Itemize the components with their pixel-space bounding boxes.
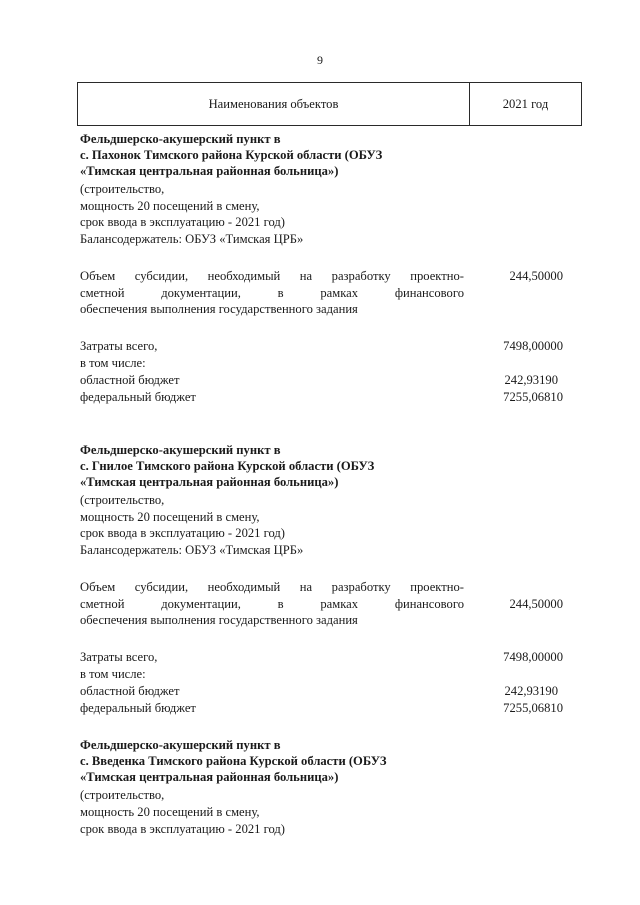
object-3-title-line-2: с. Введенка Тимского района Курской области (ОБУЗ bbox=[80, 754, 387, 768]
object-3-detail-1: (строительство, bbox=[80, 788, 165, 802]
table-header bbox=[77, 82, 582, 126]
object-2-regional-value: 242,93190 bbox=[504, 684, 558, 698]
object-1-title-line-1: Фельдшерско-акушерский пункт в bbox=[80, 132, 281, 146]
object-2-detail-1: (строительство, bbox=[80, 493, 165, 507]
object-1-federal-value: 7255,06810 bbox=[503, 390, 563, 404]
object-2-subsidy-value: 244,50000 bbox=[509, 597, 563, 611]
object-2-federal-label: федеральный бюджет bbox=[80, 701, 196, 715]
object-1-detail-1: (строительство, bbox=[80, 182, 165, 196]
object-3-detail-2: мощность 20 посещений в смену, bbox=[80, 805, 260, 819]
object-3-title-line-1: Фельдшерско-акушерский пункт в bbox=[80, 738, 281, 752]
object-1-including-label: в том числе: bbox=[80, 356, 146, 370]
object-1-subsidy-text bbox=[80, 268, 464, 318]
object-1-title-line-3: «Тимская центральная районная больница») bbox=[80, 164, 339, 178]
page-number: 9 bbox=[317, 53, 323, 67]
object-2-total-value: 7498,00000 bbox=[503, 650, 563, 664]
object-2-title-line-2: с. Гнилое Тимского района Курской области (ОБУЗ bbox=[80, 459, 375, 473]
object-2-subsidy-text bbox=[80, 579, 464, 629]
object-2-title-line-3: «Тимская центральная районная больница») bbox=[80, 475, 339, 489]
object-2-costs-label: Затраты всего, bbox=[80, 650, 158, 664]
object-1-costs-label: Затраты всего, bbox=[80, 339, 158, 353]
object-2-subsidy-line-1: Объем субсидии, необходимый на разработку проектно- bbox=[80, 580, 464, 594]
object-1-detail-2: мощность 20 посещений в смену, bbox=[80, 199, 260, 213]
object-1-regional-label: областной бюджет bbox=[80, 373, 180, 387]
object-1-detail-3: срок ввода в эксплуатацию - 2021 год) bbox=[80, 215, 285, 229]
object-1-subsidy-line-3: обеспечения выполнения государственного задания bbox=[80, 302, 358, 316]
object-1-title-line-2: с. Пахонок Тимского района Курской области (ОБУЗ bbox=[80, 148, 383, 162]
object-1-subsidy-value: 244,50000 bbox=[509, 269, 563, 283]
object-2-federal-value: 7255,06810 bbox=[503, 701, 563, 715]
object-2-subsidy-line-2: сметной документации, в рамках финансового bbox=[80, 596, 464, 611]
object-2-detail-3: срок ввода в эксплуатацию - 2021 год) bbox=[80, 526, 285, 540]
object-1-regional-value: 242,93190 bbox=[504, 373, 558, 387]
object-2-detail-2: мощность 20 посещений в смену, bbox=[80, 510, 260, 524]
object-3-title-line-3: «Тимская центральная районная больница») bbox=[80, 770, 339, 784]
object-1-subsidy-line-1: Объем субсидии, необходимый на разработку проектно- bbox=[80, 269, 464, 283]
object-2-detail-4: Балансодержатель: ОБУЗ «Тимская ЦРБ» bbox=[80, 543, 304, 557]
object-2-including-label: в том числе: bbox=[80, 667, 146, 681]
object-2-title-line-1: Фельдшерско-акушерский пункт в bbox=[80, 443, 281, 457]
object-1-federal-label: федеральный бюджет bbox=[80, 390, 196, 404]
object-2-subsidy-line-3: обеспечения выполнения государственного задания bbox=[80, 613, 358, 627]
object-1-subsidy-line-2: сметной документации, в рамках финансового bbox=[80, 285, 464, 300]
column-header-year: 2021 год bbox=[502, 96, 549, 111]
object-1-detail-4: Балансодержатель: ОБУЗ «Тимская ЦРБ» bbox=[80, 232, 304, 246]
column-header-name: Наименования объектов bbox=[208, 96, 339, 111]
object-2-regional-label: областной бюджет bbox=[80, 684, 180, 698]
object-1-total-value: 7498,00000 bbox=[503, 339, 563, 353]
object-3-detail-3: срок ввода в эксплуатацию - 2021 год) bbox=[80, 822, 285, 836]
